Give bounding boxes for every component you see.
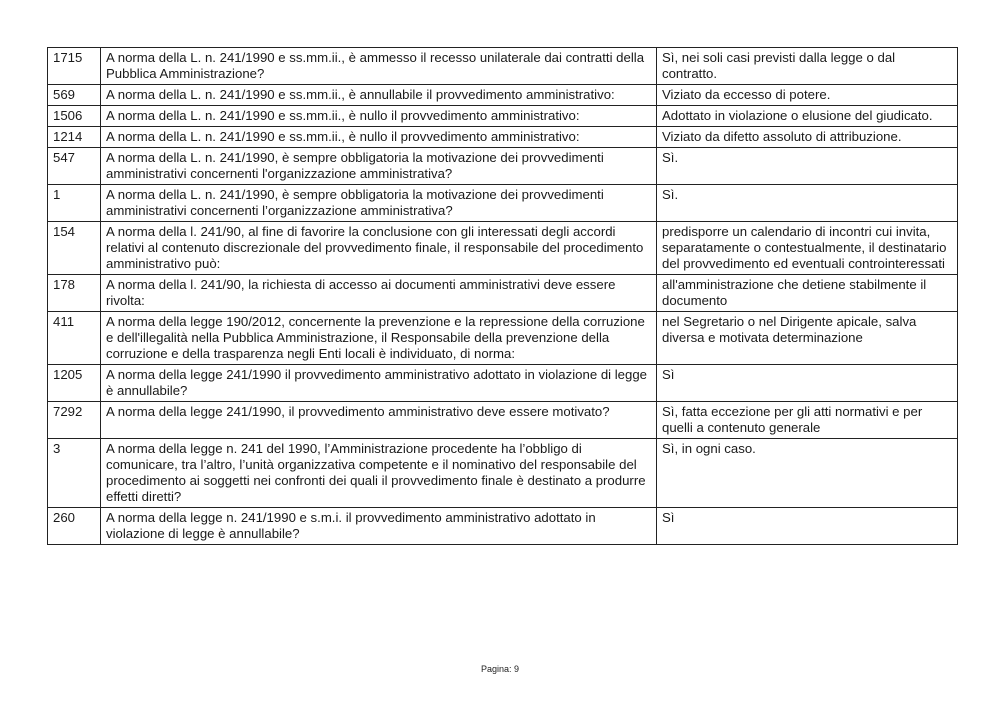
table-row	[48, 508, 958, 545]
question-id: 547	[48, 148, 101, 185]
table-row	[48, 402, 958, 439]
question-text: A norma della legge 241/1990 il provvedimento amministrativo adottato in violazione di legge è annullabile?	[101, 365, 657, 402]
table-row	[48, 439, 958, 508]
answer-text: predisporre un calendario di incontri cui invita, separatamente o contestualmente, il destinatario del provvedimento ed eventuali controinteressati	[657, 222, 958, 275]
question-id: 1214	[48, 127, 101, 148]
question-text: A norma della L. n. 241/1990 e ss.mm.ii., è ammesso il recesso unilaterale dai contratti della Pubblica Amministrazione?	[101, 48, 657, 85]
questions-table	[47, 47, 958, 545]
table-row	[48, 85, 958, 106]
question-id: 1506	[48, 106, 101, 127]
question-id: 411	[48, 312, 101, 365]
answer-text: Sì.	[657, 148, 958, 185]
answer-text: Sì, in ogni caso.	[657, 439, 958, 508]
answer-text: Sì	[657, 365, 958, 402]
table-row	[48, 148, 958, 185]
table-row	[48, 127, 958, 148]
question-text: A norma della legge n. 241 del 1990, l’Amministrazione procedente ha l’obbligo di comunicare, tra l’altro, l’unità organizzativa competente e il nominativo del responsabile del procedimento ai soggetti nei confronti dei quali il provvedimento finale è destinato a produrre effetti diretti?	[101, 439, 657, 508]
table-row	[48, 365, 958, 402]
question-text: A norma della l. 241/90, al fine di favorire la conclusione con gli interessati degli accordi relativi al contenuto discrezionale del provvedimento finale, il responsabile del procedimento amministrativo può:	[101, 222, 657, 275]
question-id: 7292	[48, 402, 101, 439]
table-row	[48, 106, 958, 127]
table-row	[48, 222, 958, 275]
answer-text: all'amministrazione che detiene stabilmente il documento	[657, 275, 958, 312]
answer-text: Sì, fatta eccezione per gli atti normativi e per quelli a contenuto generale	[657, 402, 958, 439]
table-row	[48, 185, 958, 222]
answer-text: nel Segretario o nel Dirigente apicale, salva diversa e motivata determinazione	[657, 312, 958, 365]
questions-table-body	[48, 48, 958, 545]
question-text: A norma della l. 241/90, la richiesta di accesso ai documenti amministrativi deve essere rivolta:	[101, 275, 657, 312]
question-id: 260	[48, 508, 101, 545]
table-row	[48, 275, 958, 312]
question-id: 1205	[48, 365, 101, 402]
table-row	[48, 312, 958, 365]
question-text: A norma della L. n. 241/1990 e ss.mm.ii., è annullabile il provvedimento amministrativo:	[101, 85, 657, 106]
answer-text: Viziato da eccesso di potere.	[657, 85, 958, 106]
question-text: A norma della L. n. 241/1990, è sempre obbligatoria la motivazione dei provvedimenti amministrativi concernenti l’organizzazione amministrativa?	[101, 185, 657, 222]
question-id: 1715	[48, 48, 101, 85]
question-text: A norma della legge n. 241/1990 e s.m.i. il provvedimento amministrativo adottato in violazione di legge è annullabile?	[101, 508, 657, 545]
question-text: A norma della legge 190/2012, concernente la prevenzione e la repressione della corruzione e dell'illegalità nella Pubblica Amministrazione, il Responsabile della prevenzione della corruzione e della trasparenza negli Enti locali è individuato, di norma:	[101, 312, 657, 365]
page-number: Pagina: 9	[480, 664, 520, 674]
answer-text: Sì	[657, 508, 958, 545]
answer-text: Adottato in violazione o elusione del giudicato.	[657, 106, 958, 127]
answer-text: Viziato da difetto assoluto di attribuzione.	[657, 127, 958, 148]
question-id: 3	[48, 439, 101, 508]
question-text: A norma della L. n. 241/1990, è sempre obbligatoria la motivazione dei provvedimenti amministrativi concernenti l'organizzazione amministrativa?	[101, 148, 657, 185]
answer-text: Sì, nei soli casi previsti dalla legge o dal contratto.	[657, 48, 958, 85]
question-id: 569	[48, 85, 101, 106]
question-text: A norma della L. n. 241/1990 e ss.mm.ii., è nullo il provvedimento amministrativo:	[101, 106, 657, 127]
answer-text: Sì.	[657, 185, 958, 222]
question-text: A norma della L. n. 241/1990 e ss.mm.ii., è nullo il provvedimento amministrativo:	[101, 127, 657, 148]
question-text: A norma della legge 241/1990, il provvedimento amministrativo deve essere motivato?	[101, 402, 657, 439]
table-row	[48, 48, 958, 85]
question-id: 178	[48, 275, 101, 312]
question-id: 154	[48, 222, 101, 275]
question-id: 1	[48, 185, 101, 222]
